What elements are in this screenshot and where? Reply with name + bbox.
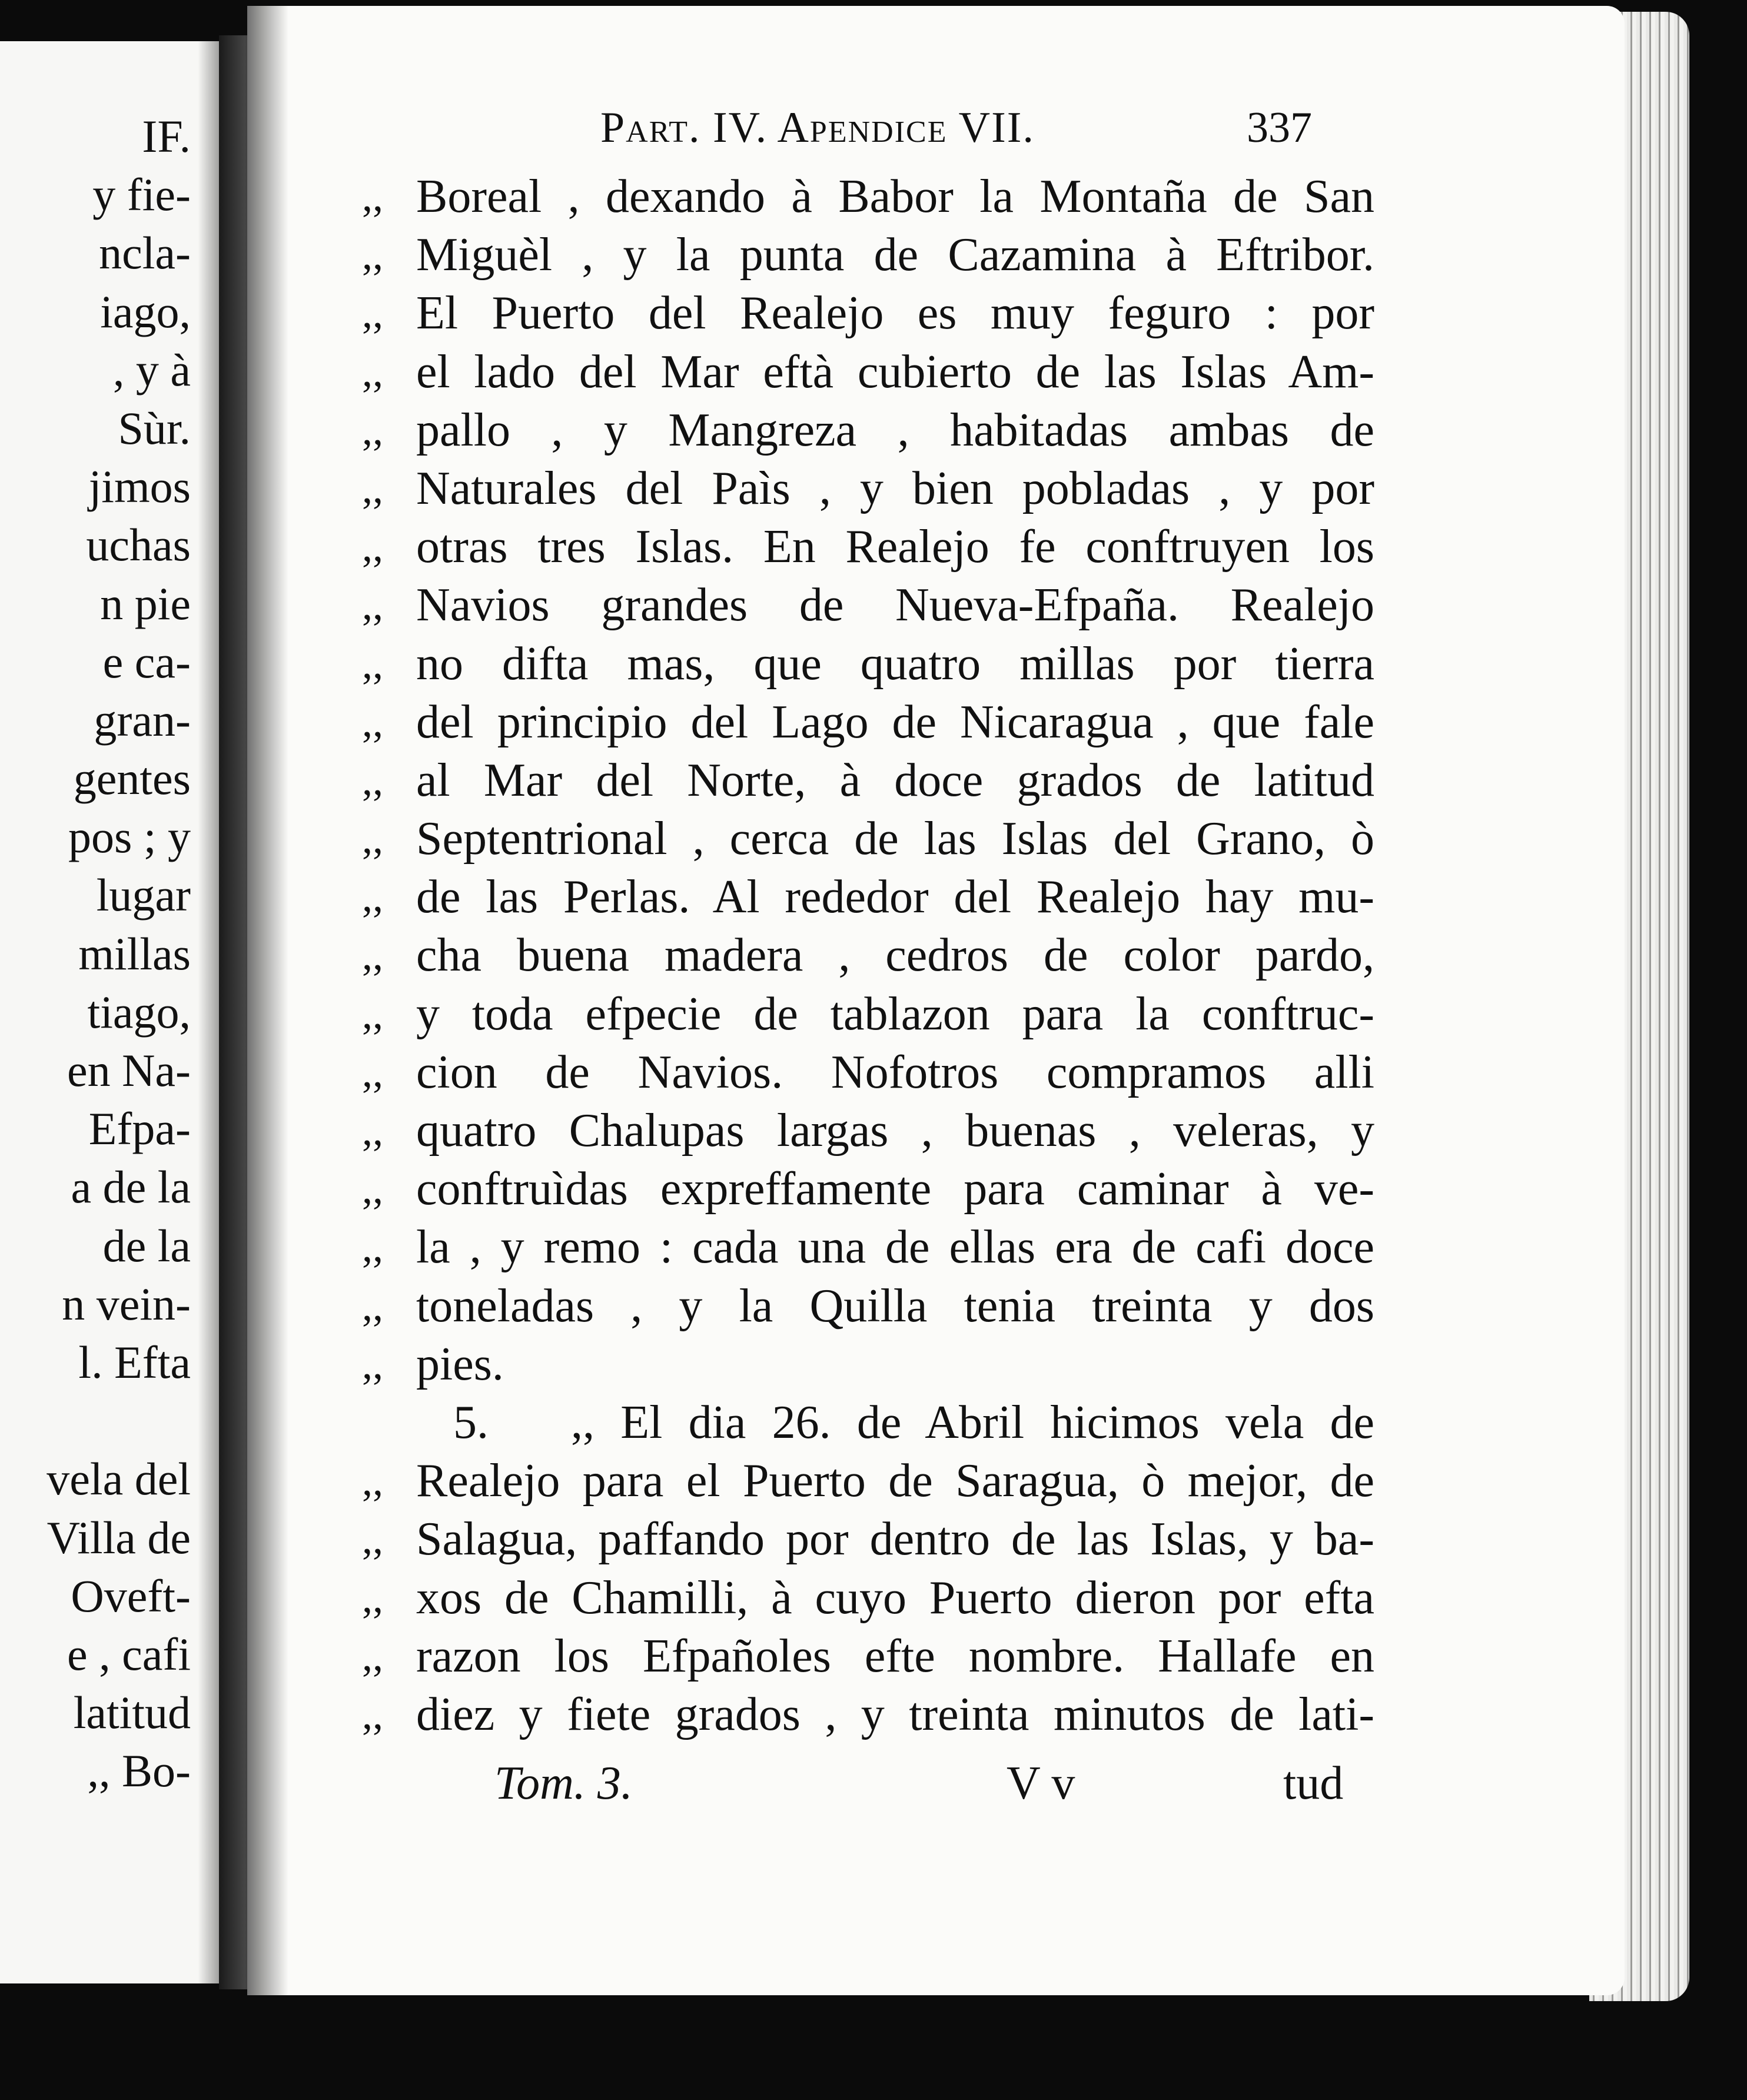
left-page-line: ,, Bo-: [87, 1745, 191, 1797]
quotation-mark: ,,: [362, 873, 383, 921]
text-line: [362, 168, 1374, 226]
left-page-line: IF.: [142, 111, 191, 162]
left-page-line: gentes: [73, 753, 191, 805]
left-page-line: Oveft-: [71, 1570, 191, 1621]
line-text: diez y fiete grados , y treinta minutos de lati-: [416, 1688, 1374, 1740]
left-page-line: Villa de: [47, 1511, 191, 1563]
quotation-mark: ,,: [362, 1107, 383, 1154]
quotation-mark: ,,: [362, 1282, 383, 1330]
line-text: pies.: [416, 1338, 504, 1390]
body-text: [362, 168, 1374, 1744]
left-page-line: , y à: [112, 344, 191, 396]
line-text: pallo , y Mangreza , habitadas ambas de: [416, 404, 1374, 456]
left-page-line: gran-: [94, 694, 191, 746]
line-text: al Mar del Norte, à doce grados de latitud: [416, 754, 1374, 806]
left-page-line: y fie-: [92, 169, 191, 221]
line-text: quatro Chalupas largas , buenas , veleras, y: [416, 1105, 1374, 1157]
text-line: [362, 343, 1374, 401]
quotation-mark: ,,: [362, 1632, 383, 1680]
left-page-line: jimos: [88, 461, 191, 513]
quotation-mark: ,,: [362, 1048, 383, 1096]
line-text: Realejo para el Puerto de Saragua, ò mejor, de: [416, 1455, 1374, 1507]
left-page-line: de la: [102, 1220, 191, 1271]
left-page-line: millas: [78, 928, 191, 979]
signature-mark: V v: [1007, 1757, 1075, 1809]
left-page-line: lugar: [96, 869, 191, 921]
text-line: [362, 693, 1374, 752]
line-text: la , y remo : cada una de ellas era de cafi doce: [416, 1221, 1374, 1274]
text-line: [362, 1394, 1374, 1452]
left-page-line: n pie: [100, 577, 191, 629]
left-page-line: l. Efta: [78, 1336, 191, 1388]
text-line: [362, 576, 1374, 634]
left-facing-page: [0, 41, 219, 1983]
text-line: [362, 1102, 1374, 1160]
quotation-mark: ,,: [362, 1224, 383, 1271]
text-line: [362, 1627, 1374, 1686]
running-header: [600, 103, 1366, 168]
left-page-line: pos ; y: [68, 811, 191, 863]
left-page-line: vela del: [47, 1453, 191, 1505]
quotation-mark: ,,: [362, 1574, 383, 1621]
text-line: [362, 1510, 1374, 1569]
quotation-mark: ,,: [362, 290, 383, 337]
quotation-mark: ,,: [362, 231, 383, 279]
left-page-line: ncla-: [99, 227, 191, 279]
left-page-line: latitud: [73, 1687, 191, 1739]
left-page-text: [47, 107, 191, 1800]
quotation-mark: ,,: [362, 1457, 383, 1505]
quotation-mark: ,,: [362, 406, 383, 454]
quotation-mark: ,,: [362, 523, 383, 571]
running-title: Part. IV. Apendice VII.: [600, 104, 1035, 152]
left-page-line: e , cafi: [67, 1628, 191, 1680]
text-line: [362, 460, 1374, 518]
quotation-mark: ,,: [362, 756, 383, 804]
left-page-line: n vein-: [62, 1278, 191, 1330]
text-line: [362, 226, 1374, 284]
left-gutter-shadow: [198, 41, 219, 1983]
text-line: [362, 401, 1374, 460]
text-line: [362, 752, 1374, 810]
quotation-mark: ,,: [362, 698, 383, 746]
text-line: [362, 985, 1374, 1044]
line-text: y toda efpecie de tablazon para la conftruc-: [416, 988, 1374, 1040]
line-text: Salagua, paffando por dentro de las Islas, y ba-: [416, 1513, 1374, 1566]
text-line: [362, 1569, 1374, 1627]
line-text: cha buena madera , cedros de color pardo,: [416, 929, 1374, 982]
line-text: Miguèl , y la punta de Cazamina à Eftribor.: [416, 229, 1374, 281]
text-line: [362, 1218, 1374, 1277]
quotation-mark: ,,: [362, 1516, 383, 1563]
text-line: [362, 926, 1374, 985]
paragraph-number: 5.: [453, 1396, 489, 1448]
text-line: [362, 1686, 1374, 1744]
line-text: razon los Efpañoles efte nombre. Hallafe en: [416, 1630, 1374, 1682]
line-text: conftruìdas expreffamente para caminar à ve-: [416, 1163, 1374, 1215]
line-text: no difta mas, que quatro millas por tierra: [416, 637, 1374, 690]
quotation-mark: ,,: [362, 1340, 383, 1388]
line-text: Naturales del Paìs , y bien pobladas , y por: [416, 462, 1374, 514]
line-text: del principio del Lago de Nicaragua , que fale: [416, 696, 1374, 748]
quotation-mark: ,,: [362, 932, 383, 979]
left-page-line: Efpa-: [88, 1103, 191, 1155]
quotation-mark: ,,: [362, 1165, 383, 1213]
volume-mark: Tom. 3.: [494, 1757, 633, 1809]
left-page-line: uchas: [86, 519, 191, 571]
left-page-line: [47, 1391, 191, 1450]
text-line: [362, 1160, 1374, 1218]
line-text: toneladas , y la Quilla tenia treinta y dos: [416, 1280, 1374, 1332]
quotation-mark: ,,: [362, 815, 383, 863]
quotation-mark: ,,: [362, 173, 383, 220]
left-page-line: e ca-: [102, 636, 191, 687]
line-text: Boreal , dexando à Babor la Montaña de San: [416, 171, 1374, 222]
line-text: el lado del Mar eftà cubierto de las Islas Am-: [416, 345, 1374, 398]
quotation-mark: ,,: [362, 464, 383, 512]
left-page-line: iago,: [100, 285, 191, 337]
line-text: de las Perlas. Al rededor del Realejo hay mu-: [416, 871, 1374, 923]
line-text: cion de Navios. Nofotros compramos alli: [416, 1046, 1374, 1098]
left-page-line: Sùr.: [118, 402, 191, 454]
text-line: [362, 1335, 1374, 1394]
left-page-line: tiago,: [87, 986, 191, 1038]
line-text: xos de Chamilli, à cuyo Puerto dieron por efta: [416, 1571, 1374, 1624]
text-line: [362, 810, 1374, 868]
page-number: 337: [1247, 104, 1312, 152]
text-line: [362, 1277, 1374, 1335]
quotation-mark: ,,: [362, 348, 383, 396]
text-line: [362, 868, 1374, 926]
text-line: [362, 284, 1374, 343]
line-text: Navios grandes de Nueva-Efpaña. Realejo: [416, 579, 1374, 632]
quotation-mark: ,,: [362, 990, 383, 1038]
text-line: [362, 1044, 1374, 1102]
line-text: ,, El dia 26. de Abril hicimos vela de: [571, 1396, 1374, 1448]
page-footer: [494, 1757, 1366, 1822]
text-line: [362, 1452, 1374, 1510]
text-line: [362, 635, 1374, 693]
line-text: Septentrional , cerca de las Islas del Grano, ò: [416, 813, 1374, 865]
text-line: [362, 518, 1374, 576]
catchword: tud: [1283, 1757, 1344, 1809]
quotation-mark: ,,: [362, 1690, 383, 1738]
line-text: El Puerto del Realejo es muy feguro : por: [416, 287, 1374, 340]
line-text: otras tres Islas. En Realejo fe conftruyen los: [416, 521, 1374, 573]
quotation-mark: ,,: [362, 582, 383, 629]
left-page-line: en Na-: [67, 1045, 191, 1096]
left-page-line: a de la: [71, 1161, 191, 1213]
gutter-shadow: [247, 6, 288, 1995]
quotation-mark: ,,: [362, 640, 383, 687]
